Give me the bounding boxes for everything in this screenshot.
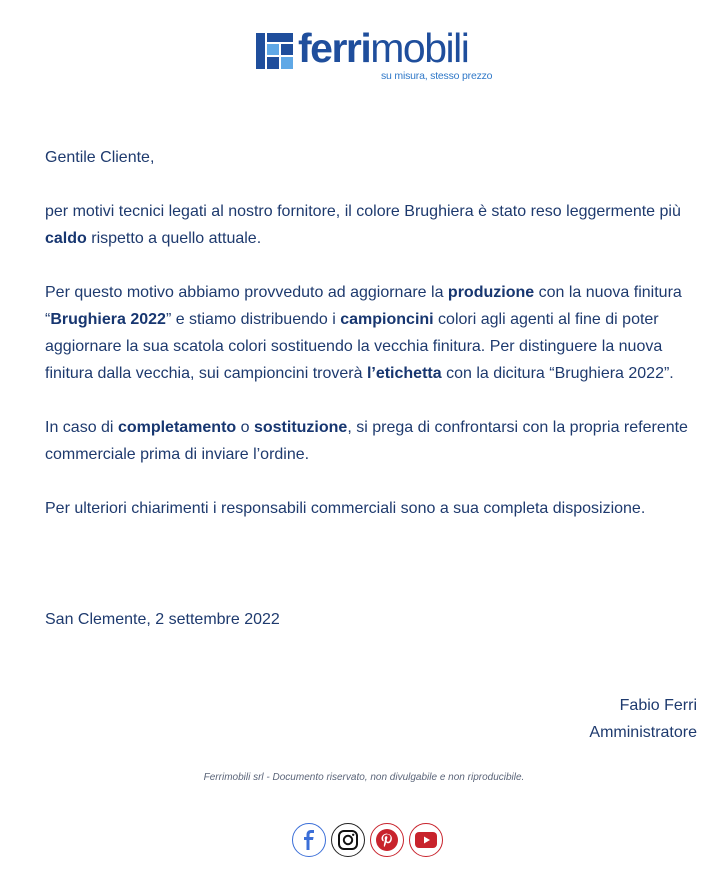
brand-tagline: su misura, stesso prezzo [381, 70, 493, 82]
instagram-icon[interactable] [331, 823, 365, 857]
logo-mark-icon [256, 33, 293, 69]
letter-body [45, 144, 700, 549]
brand-logo[interactable] [256, 25, 496, 86]
youtube-icon[interactable] [409, 823, 443, 857]
greeting: Gentile Cliente, [45, 149, 155, 166]
social-links [292, 823, 443, 857]
footer-disclaimer: Ferrimobili srl - Documento riservato, non divulgabile e non riproducibile. [203, 772, 525, 783]
pinterest-icon[interactable] [370, 823, 404, 857]
signature [589, 692, 697, 746]
paragraph-4: Per ulteriori chiarimenti i responsabili commerciali sono a sua completa disposizione. [45, 500, 646, 517]
paragraph-3: In caso di completamento o sostituzione, si prega di confrontarsi con la propria referente commerciale prima di inviare l’ordine. [45, 419, 688, 463]
facebook-icon[interactable] [292, 823, 326, 857]
signature-role: Amministratore [589, 724, 697, 741]
letter-date: San Clemente, 2 settembre 2022 [45, 611, 280, 628]
paragraph-1: per motivi tecnici legati al nostro fornitore, il colore Brughiera è stato reso leggermente più caldo rispetto a quello attuale. [45, 203, 681, 247]
paragraph-2: Per questo motivo abbiamo provveduto ad aggiornare la produzione con la nuova finitura “Brughiera 2022” e stiamo distribuendo i campioncini colori agli agenti al fine di poter aggiornare la sua scatola colori sostituendo la vecchia finitura. Per distinguere la nuova finitura dalla vecchia, sui campioncini troverà l’etichetta con la dicitura “Brughiera 2022”. [45, 284, 682, 382]
signature-name: Fabio Ferri [619, 697, 697, 714]
brand-name: ferrimobili [298, 25, 469, 71]
